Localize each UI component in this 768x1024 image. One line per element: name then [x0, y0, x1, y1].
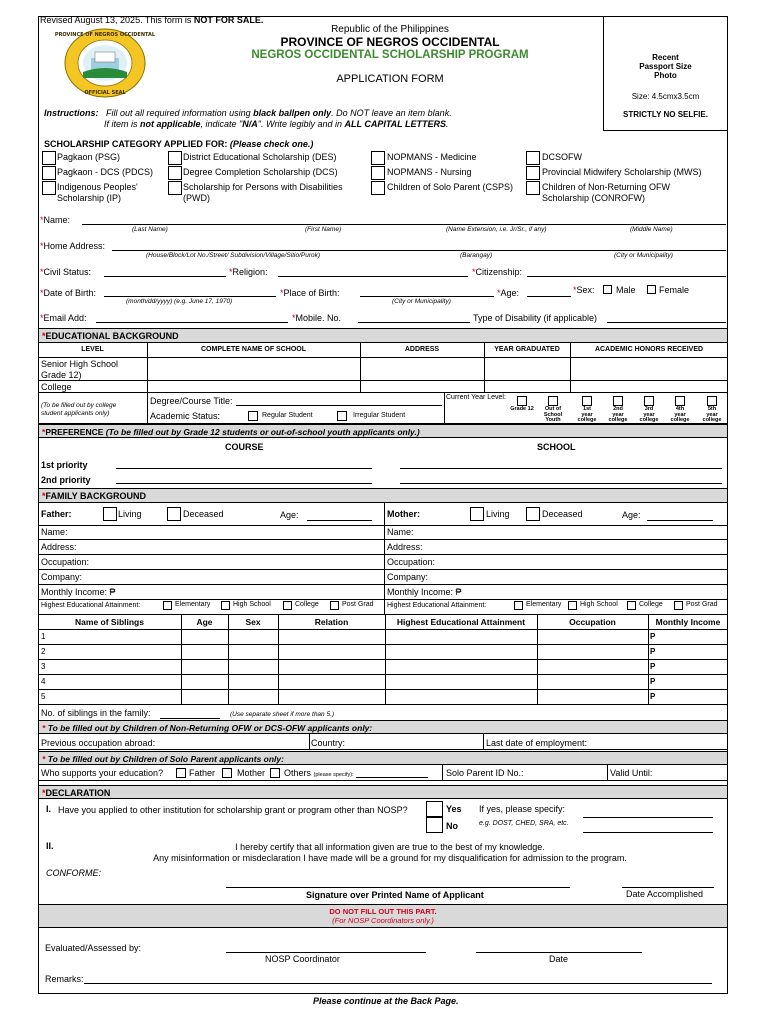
specify-field-1[interactable] [583, 817, 713, 818]
year-level-text: year [674, 411, 686, 418]
year-level-text: Out of School [543, 406, 563, 418]
mother-hea-checkbox[interactable] [627, 601, 636, 610]
edu-header-level: LEVEL [81, 346, 104, 353]
sibling-count-note: (Use separate sheet if more than 5.) [230, 711, 335, 718]
year-level-checkbox[interactable] [613, 396, 623, 406]
label-nopmans-nursing: NOPMANS - Nursing [387, 167, 472, 177]
year-level-text: Youth [545, 417, 561, 423]
no-label: No [446, 821, 458, 831]
checkbox-des[interactable] [168, 151, 182, 165]
for-nosp-only: (For NOSP Coordinators only.) [332, 916, 434, 925]
year-level-checkbox[interactable] [707, 396, 717, 406]
shs-label-2: Grade 12) [41, 370, 82, 380]
city-hint: (City or Municipality) [614, 252, 673, 259]
preference-school: SCHOOL [537, 442, 576, 452]
edu-header-year: YEAR GRADUATED [494, 346, 560, 353]
year-level-text: 4th [675, 406, 685, 412]
support-father-checkbox[interactable] [176, 768, 186, 778]
checkbox-mws[interactable] [526, 166, 540, 180]
instructions: Instructions: Fill out all required information using black ballpen only. Do NOT leave an item blank. If item is not applicable, indicate "N/A". Write legibly and in ALL CAPITAL LETTERS. [44, 108, 452, 129]
email-field[interactable] [96, 322, 288, 323]
female-label: Female [659, 285, 690, 295]
sibling-income-peso: P [650, 677, 656, 686]
degree-field[interactable] [236, 405, 442, 406]
signature-field[interactable] [226, 887, 570, 888]
label-csps: Children of Solo Parent (CSPS) [387, 182, 514, 192]
support-others: Others (please specify): [284, 768, 354, 778]
sibling-header: Age [196, 617, 213, 627]
label-conrofw: Children of Non-Returning OFW [542, 182, 671, 192]
mother-age-field[interactable] [647, 520, 713, 521]
pob-hint: (City or Municipality) [392, 298, 451, 305]
year-level-checkbox[interactable] [675, 396, 685, 406]
priority-1-course[interactable] [116, 468, 372, 469]
father-hea-checkbox[interactable] [283, 601, 292, 610]
do-not-fill: DO NOT FILL OUT THIS PART. [329, 907, 437, 916]
sibling-header: Sex [245, 617, 261, 627]
sibling-income-peso: P [650, 662, 656, 671]
label-ip: Indigenous Peoples' [57, 182, 138, 192]
edu-header-school: COMPLETE NAME OF SCHOOL [201, 346, 306, 353]
father-hea-checkbox[interactable] [330, 601, 339, 610]
yes-label: Yes [446, 804, 462, 814]
mother-hea-checkbox[interactable] [568, 601, 577, 610]
sibling-row-line [38, 689, 728, 690]
father-hea-checkbox[interactable] [163, 601, 172, 610]
priority-1-school[interactable] [400, 468, 722, 469]
priority-2-school[interactable] [400, 483, 722, 484]
sibling-header: Highest Educational Attainment [396, 617, 526, 627]
sibling-income-peso: P [650, 692, 656, 701]
sibling-header: Occupation [569, 617, 616, 627]
father-occupation[interactable]: Occupation: [41, 557, 90, 567]
year-level-label [665, 407, 695, 424]
checkbox-dcsofw[interactable] [526, 151, 540, 165]
father-company[interactable]: Company: [41, 572, 83, 582]
specify-field-2[interactable] [583, 832, 713, 833]
sibling-col-line [228, 614, 229, 704]
sibling-col-line [181, 614, 182, 704]
mother-hea-option: Post Grad [686, 601, 718, 608]
label-pdcs: Pagkaon - DCS (PDCS) [57, 167, 154, 177]
valid-until[interactable]: Valid Until: [610, 768, 653, 778]
label-dcs: Degree Completion Scholarship (DCS) [183, 167, 338, 177]
province-text: PROVINCE OF NEGROS OCCIDENTAL [280, 35, 500, 49]
year-level-label [603, 407, 633, 424]
support-mother-checkbox[interactable] [222, 768, 232, 778]
mother-occupation[interactable]: Occupation: [387, 557, 436, 567]
photo-box [603, 16, 728, 131]
father-deceased-checkbox[interactable] [167, 507, 181, 521]
evaluation-date-label: Date [549, 954, 569, 964]
year-level-text: college [608, 417, 628, 423]
age-field[interactable] [527, 296, 571, 297]
sibling-count-field[interactable] [160, 718, 220, 719]
regular-checkbox[interactable] [248, 411, 258, 421]
support-mother: Mother [237, 768, 266, 778]
father-hea-label: Highest Educational Attainment: [41, 602, 141, 609]
date-accomplished-label: Date Accomplished [626, 889, 704, 899]
sibling-row-line [38, 659, 728, 660]
sibling-header: Name of Siblings [75, 617, 144, 627]
year-level-checkbox[interactable] [582, 396, 592, 406]
disability-field[interactable] [607, 322, 726, 323]
solo-parent-id[interactable]: Solo Parent ID No.: [446, 768, 524, 778]
dob-field[interactable] [104, 296, 276, 297]
prev-occupation[interactable]: Previous occupation abroad: [41, 738, 156, 748]
coordinator-label: NOSP Coordinator [265, 954, 340, 964]
specify-example: e.g. DOST, CHED, SRA, etc. [479, 820, 569, 827]
sibling-col-line [278, 614, 279, 704]
father-income[interactable]: Monthly Income: ₱ [41, 587, 116, 597]
photo-line3: Photo [654, 71, 677, 80]
father-hea-option: Elementary [175, 601, 211, 608]
label-dcsofw: DCSOFW [542, 152, 582, 162]
age-label: *Age: [497, 288, 520, 298]
mother-deceased: Deceased [542, 509, 583, 519]
mother-label: Mother: [387, 509, 420, 519]
male-label: Male [616, 285, 636, 295]
label-des: District Educational Scholarship (DES) [183, 152, 337, 162]
year-level-label [697, 407, 727, 424]
sibling-col-line [385, 614, 386, 704]
evaluation-date-field[interactable] [476, 952, 642, 953]
middle-name-hint: (Middle Name) [630, 226, 673, 233]
pob-label: *Place of Birth: [280, 288, 340, 298]
year-level-label [572, 407, 602, 424]
seal-top-text: PROVINCE OF NEGROS OCCIDENTAL [54, 32, 156, 38]
mother-address[interactable]: Address: [387, 542, 423, 552]
college-label: College [41, 382, 72, 392]
name-field[interactable] [82, 224, 726, 225]
mother-company[interactable]: Company: [387, 572, 429, 582]
degree-label: Degree/Course Title: [150, 396, 233, 406]
declaration-q1: Have you applied to other institution for scholarship grant or program other than NOSP? [58, 805, 408, 815]
year-level-text: 5th [707, 406, 717, 412]
mother-deceased-checkbox[interactable] [526, 507, 540, 521]
official-seal-icon [54, 28, 156, 98]
photo-line1: Recent [652, 53, 679, 62]
checkbox-csps[interactable] [371, 181, 385, 195]
sibling-row-number: 3 [41, 662, 46, 671]
checkbox-psg[interactable] [42, 151, 56, 165]
father-living-checkbox[interactable] [103, 507, 117, 521]
sibling-col-line [537, 614, 538, 704]
year-level-label [507, 407, 537, 413]
checkbox-nopmans-nursing[interactable] [371, 166, 385, 180]
year-level-text: college [670, 417, 690, 423]
last-employment-date[interactable]: Last date of employment: [486, 738, 588, 748]
citizenship-field[interactable] [527, 276, 726, 277]
address-hint: (House/Block/Lot No./Street/ Subdivision/Village/Sitio/Purok) [146, 252, 321, 259]
year-level-label [634, 407, 664, 424]
mother-hea-checkbox[interactable] [674, 601, 683, 610]
year-level-text: college [702, 417, 722, 423]
solo-band: * To be filled out by Children of Solo Parent applicants only: [38, 751, 728, 765]
pob-field[interactable] [360, 296, 494, 297]
father-hea-option: Post Grad [342, 601, 374, 608]
civil-status-label: *Civil Status: [40, 267, 92, 277]
family-band: *FAMILY BACKGROUND [38, 488, 728, 503]
edu-header-honors: ACADEMIC HONORS RECEIVED [594, 346, 704, 353]
religion-field[interactable] [278, 276, 468, 277]
father-name[interactable]: Name: [41, 527, 68, 537]
year-level-label [538, 407, 568, 424]
certification-text: I hereby certify that all information given are true to the best of my knowledge. Any misinformation or misdeclaration I have made will be a ground for my disqualification for admission to the program. [153, 842, 627, 863]
sibling-row-number: 4 [41, 677, 46, 686]
program-text: NEGROS OCCIDENTAL SCHOLARSHIP PROGRAM [251, 49, 529, 61]
remarks-field[interactable] [84, 983, 712, 984]
year-level-text: Grade 12 [510, 406, 534, 412]
declaration-band: *DECLARATION [38, 785, 728, 799]
sibling-count-label: No. of siblings in the family: [41, 708, 151, 718]
evaluator-field[interactable] [226, 952, 426, 953]
mother-hea-option: Elementary [526, 601, 562, 608]
seal-bottom-text: OFFICIAL SEAL [84, 90, 126, 96]
ext-name-hint: (Name Extension, i.e. Jr/Sr., if any) [446, 226, 547, 233]
year-level-text: year [612, 411, 624, 418]
mobile-label: *Mobile. No. [292, 313, 342, 323]
checkbox-ip[interactable] [42, 181, 56, 195]
year-level-text: college [577, 417, 597, 423]
father-deceased: Deceased [183, 509, 224, 519]
checkbox-dcs[interactable] [168, 166, 182, 180]
year-level-text: college [639, 417, 659, 423]
republic-text: Republic of the Philippines [331, 24, 449, 35]
evaluated-label: Evaluated/Assessed by: [45, 943, 142, 953]
checkbox-nopmans-medicine[interactable] [371, 151, 385, 165]
first-name-hint: (First Name) [305, 226, 342, 233]
mother-hea-checkbox[interactable] [514, 601, 523, 610]
sibling-row-number: 2 [41, 647, 46, 656]
mother-living: Living [486, 509, 510, 519]
declaration-i: I. [46, 804, 52, 814]
category-title: SCHOLARSHIP CATEGORY APPLIED FOR: (Please check one.) [44, 139, 314, 149]
disability-label: Type of Disability (if applicable) [473, 313, 598, 323]
male-checkbox[interactable] [603, 285, 612, 294]
dob-label: *Date of Birth: [40, 288, 97, 298]
mother-hea-option: College [639, 601, 663, 608]
priority-1-label: 1st priority [41, 460, 88, 470]
civil-status-field[interactable] [104, 276, 226, 277]
father-hea-option: High School [233, 601, 271, 608]
father-hea-checkbox[interactable] [221, 601, 230, 610]
father-address[interactable]: Address: [41, 542, 77, 552]
remarks-label: Remarks: [45, 974, 84, 984]
checkbox-conrofw[interactable] [526, 181, 540, 195]
mother-hea-label: Highest Educational Attainment: [387, 602, 487, 609]
form-title: APPLICATION FORM [336, 73, 444, 85]
conforme-label: CONFORME: [46, 868, 101, 878]
name-label: *Name: [40, 215, 71, 225]
home-address-field[interactable] [112, 250, 726, 251]
sex-label: *Sex: [573, 285, 595, 295]
who-supports: Who supports your education? [41, 768, 164, 778]
father-label: Father: [41, 509, 72, 519]
label-mws: Provincial Midwifery Scholarship (MWS) [542, 167, 702, 177]
office-band [38, 904, 728, 928]
label-nopmans-medicine: NOPMANS - Medicine [387, 152, 477, 162]
year-level-checkbox[interactable] [644, 396, 654, 406]
sibling-row-line [38, 674, 728, 675]
support-others-checkbox[interactable] [270, 768, 280, 778]
yes-box[interactable] [426, 801, 443, 817]
female-checkbox[interactable] [647, 285, 656, 294]
support-others-field[interactable] [356, 777, 428, 778]
year-level-text: year [643, 411, 655, 418]
sibling-income-peso: P [650, 632, 656, 641]
ofw-band: * To be filled out by Children of Non-Returning OFW or DCS-OFW applicants only: [38, 720, 728, 734]
father-age-field[interactable] [307, 520, 372, 521]
irregular-label: Irregular Student [353, 412, 406, 419]
year-level-text: 2nd [613, 406, 623, 412]
mother-living-checkbox[interactable] [470, 507, 484, 521]
shs-label: Senior High School [41, 359, 119, 369]
label-psg: Pagkaon (PSG) [57, 152, 121, 162]
sibling-col-line [648, 614, 649, 704]
checkbox-pdcs[interactable] [42, 166, 56, 180]
checkbox-pwd[interactable] [168, 181, 182, 195]
mother-age-label: Age: [622, 510, 641, 520]
no-selfie: STRICTLY NO SELFIE. [623, 110, 708, 119]
continue-note: Please continue at the Back Page. [313, 996, 459, 1006]
sibling-row-number: 5 [41, 692, 46, 701]
label-ip-2: Scholarship (IP) [57, 193, 122, 203]
label-pwd: Scholarship for Persons with Disabilities [183, 182, 343, 192]
father-hea-option: College [295, 601, 319, 608]
priority-2-course[interactable] [116, 483, 372, 484]
college-note: (To be filled out by college student applicants only) [41, 402, 117, 417]
preference-band: *PREFERENCE (To be filled out by Grade 12 students or out-of-school youth applicants only.) [38, 424, 728, 438]
sibling-row-line [38, 704, 728, 705]
sibling-income-peso: P [650, 647, 656, 656]
priority-2-label: 2nd priority [41, 475, 91, 485]
year-level-text: 1st [583, 406, 591, 412]
no-box[interactable] [426, 817, 443, 833]
year-level-text: 3rd [644, 406, 654, 412]
father-age-label: Age: [280, 510, 299, 520]
irregular-checkbox[interactable] [337, 411, 347, 421]
photo-size: Size: 4.5cmx3.5cm [631, 92, 700, 101]
year-level-checkbox[interactable] [517, 396, 527, 406]
label-pwd-2: (PWD) [183, 193, 210, 203]
edu-header-address: ADDRESS [404, 346, 440, 353]
label-conrofw-2: Scholarship (CONROFW) [542, 193, 646, 203]
email-label: *Email Add: [40, 313, 87, 323]
regular-label: Regular Student [262, 412, 313, 419]
mother-hea-option: High School [580, 601, 618, 608]
citizenship-label: *Citizenship: [472, 267, 523, 277]
sibling-header: Monthly Income [655, 617, 721, 627]
revised-note: Revised August 13, 2025. This form is NOT FOR SALE. [40, 15, 264, 25]
header [180, 24, 600, 85]
education-band: *EDUCATIONAL BACKGROUND [38, 328, 728, 343]
mobile-field[interactable] [358, 322, 470, 323]
support-father: Father [189, 768, 216, 778]
signature-label: Signature over Printed Name of Applicant [306, 890, 484, 900]
home-address-label: *Home Address: [40, 241, 106, 251]
date-accomplished-field[interactable] [622, 887, 714, 888]
photo-line2: Passport Size [639, 62, 692, 71]
last-name-hint: (Last Name) [132, 226, 168, 233]
if-yes-specify: If yes, please specify: [479, 804, 566, 814]
year-level-text: year [581, 411, 593, 418]
religion-label: *Religion: [229, 267, 268, 277]
barangay-hint: (Barangay) [460, 252, 493, 259]
mother-name[interactable]: Name: [387, 527, 414, 537]
dob-hint: (month/dd/yyyy) (e.g. June 17, 1970) [126, 298, 233, 305]
year-level-text: year [706, 411, 718, 418]
year-level-checkbox[interactable] [548, 396, 558, 406]
academic-status-label: Academic Status: [150, 411, 221, 421]
sibling-row-number: 1 [41, 632, 46, 641]
preference-course: COURSE [225, 442, 264, 452]
sibling-row-line [38, 644, 728, 645]
sibling-header: Relation [314, 617, 349, 627]
current-year-label: Current Year Level: [446, 394, 506, 401]
country[interactable]: Country: [311, 738, 346, 748]
mother-income[interactable]: Monthly Income: ₱ [387, 587, 462, 597]
declaration-ii: II. [46, 841, 54, 851]
father-living: Living [118, 509, 142, 519]
